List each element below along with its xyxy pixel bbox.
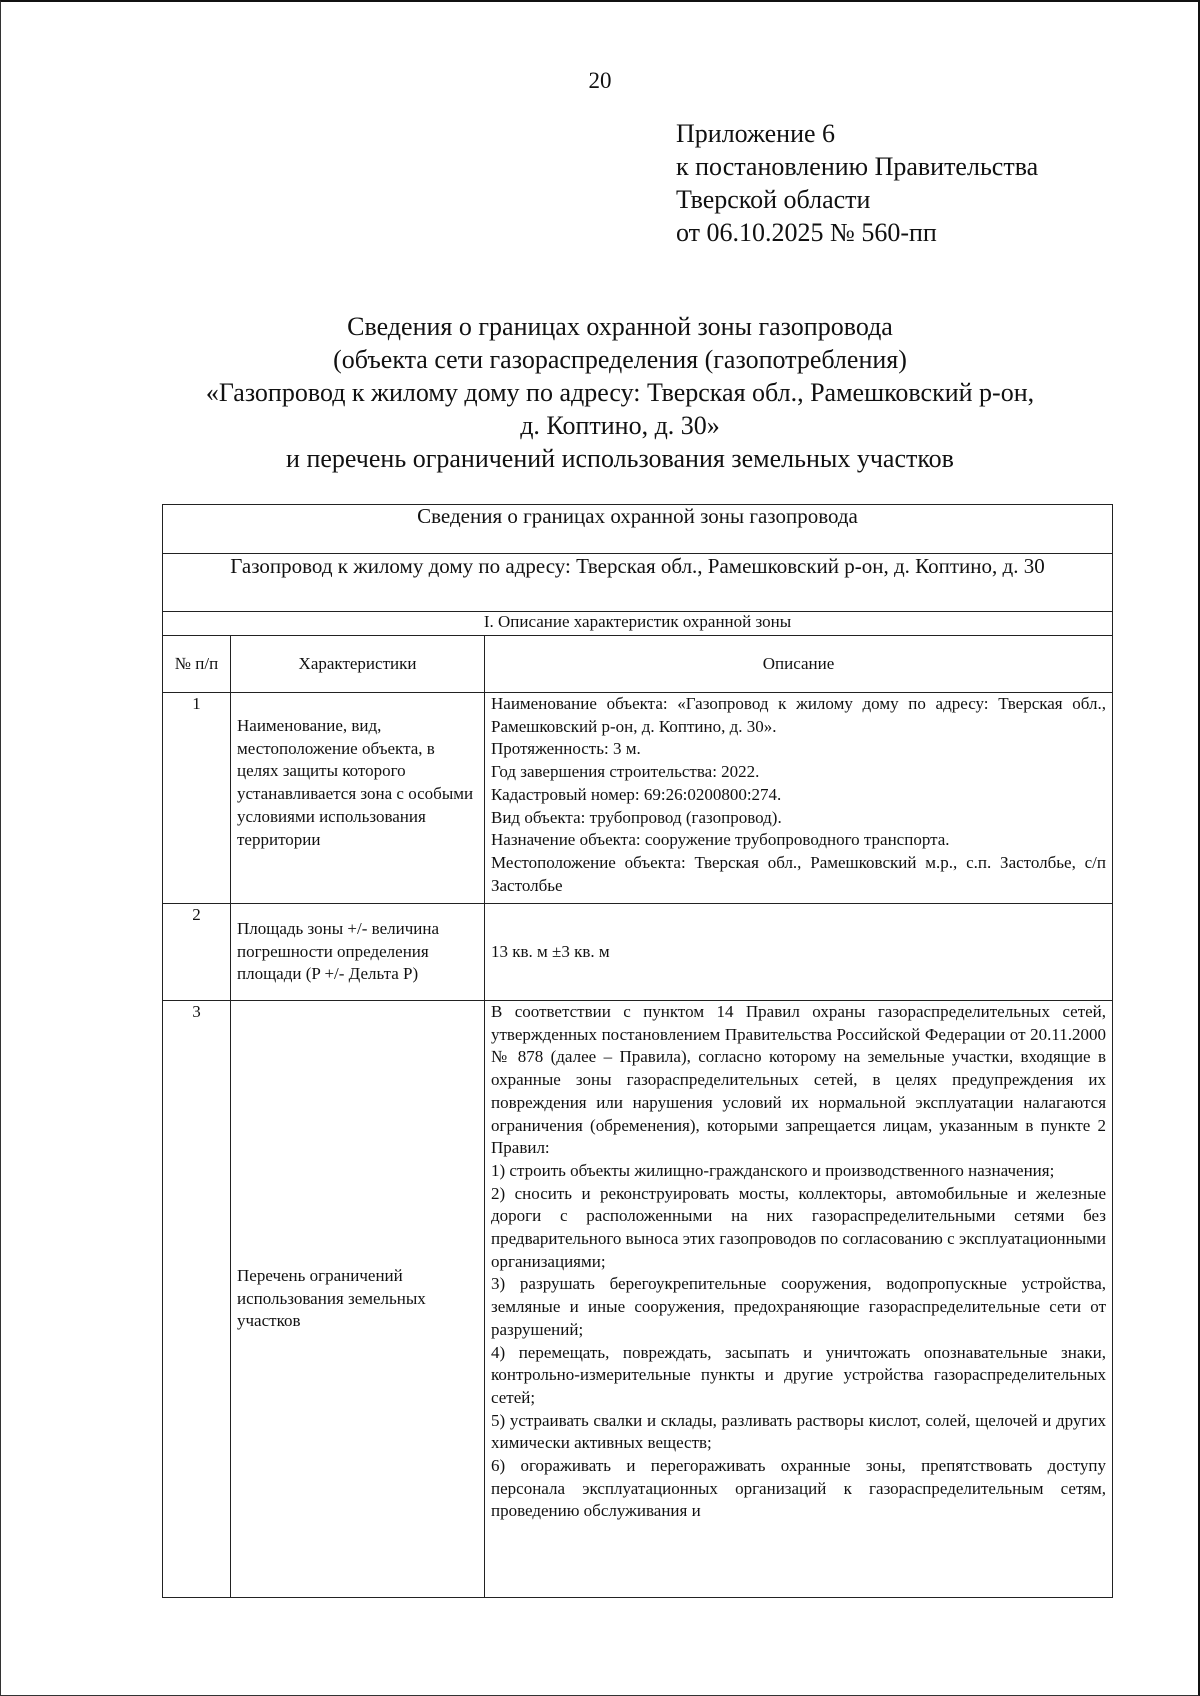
row-characteristic: Площадь зоны +/- величина погрешности определения площади (P +/- Дельта P) [231, 904, 485, 1001]
description-line: Местоположение объекта: Тверская обл., Рамешковский м.р., с.п. Застолбье, с/п Застолбье [491, 852, 1107, 895]
table-band-row [163, 554, 1113, 612]
zone-info-table [162, 504, 1113, 1598]
title-line: Сведения о границах охранной зоны газопровода [347, 312, 893, 341]
row-description [485, 1001, 1113, 1598]
title-line: и перечень ограничений использования земельных участков [286, 444, 954, 473]
header-description: Описание [485, 636, 1113, 693]
row-num: 1 [163, 693, 231, 904]
description-line: 3) разрушать берегоукрепительные сооружения, водопропускные устройства, земляные и иные сооружения, предохраняющие газораспределительные сети от разрушений; [491, 1274, 1107, 1339]
table-band-object: Газопровод к жилому дому по адресу: Тверская обл., Рамешковский р-он, д. Коптино, д. 30 [163, 554, 1113, 612]
table-band-section: I. Описание характеристик охранной зоны [163, 612, 1113, 636]
appendix-line: Тверской области [676, 185, 871, 214]
description-line: 6) огораживать и перегораживать охранные зоны, препятствовать доступу персонала эксплуатационных организаций к газораспределительным сетям, проведению обслуживания и [491, 1456, 1107, 1521]
table-header-row [163, 636, 1113, 693]
appendix-line: Приложение 6 [676, 119, 836, 148]
table-row [163, 1001, 1113, 1598]
header-characteristics: Характеристики [231, 636, 485, 693]
row-characteristic: Перечень ограничений использования земельных участков [231, 1001, 485, 1598]
description-line: Кадастровый номер: 69:26:0200800:274. [491, 784, 782, 804]
description-line: 13 кв. м ±3 кв. м [491, 941, 610, 961]
row-characteristic [231, 693, 485, 904]
table-band-row [163, 612, 1113, 636]
description-line: 1) строить объекты жилищно-гражданского и производственного назначения; [491, 1160, 1055, 1180]
row-num: 3 [163, 1001, 231, 1598]
title-line: (объекта сети газораспределения (газопотребления) [333, 345, 907, 374]
appendix-line: к постановлению Правительства [676, 152, 1039, 181]
characteristic-text: Наименование, вид, местоположение объекта, в целях защиты которого устанавливается зона с особыми условиями использования территории [237, 716, 474, 849]
document-title [120, 310, 1120, 475]
title-line: д. Коптино, д. 30» [520, 411, 720, 440]
table-band-title: Сведения о границах охранной зоны газопровода [163, 505, 1113, 554]
row-description [485, 693, 1113, 904]
description-line: Наименование объекта: «Газопровод к жилому дому по адресу: Тверская обл., Рамешковский р-он, д. Коптино, д. 30». [491, 694, 1107, 736]
table-row [163, 904, 1113, 1001]
title-line: «Газопровод к жилому дому по адресу: Тверская обл., Рамешковский р-он, [205, 378, 1035, 407]
table-row [163, 693, 1113, 904]
table-band-row [163, 505, 1113, 554]
description-line: 2) сносить и реконструировать мосты, коллекторы, автомобильные и железные дороги с расположенными на них газораспределительными сетями без предварительного выноса этих газопроводов по согласованию с эксплуатационными организациями; [491, 1183, 1107, 1271]
row-num: 2 [163, 904, 231, 1001]
description-line: 5) устраивать свалки и склады, разливать растворы кислот, солей, щелочей и других химически активных веществ; [491, 1410, 1107, 1453]
description-line: Назначение объекта: сооружение трубопроводного транспорта. [491, 830, 950, 850]
page-number: 20 [588, 68, 612, 93]
description-line: 4) перемещать, повреждать, засыпать и уничтожать опознавательные знаки, контрольно-измерительные пункты и другие устройства газораспределительных сетей; [491, 1342, 1107, 1407]
appendix-block [676, 117, 1038, 249]
row-description [485, 904, 1113, 1001]
header-num: № п/п [163, 636, 231, 693]
description-line: Протяженность: 3 м. [491, 739, 641, 759]
description-line: Год завершения строительства: 2022. [491, 762, 760, 782]
description-line: В соответствии с пунктом 14 Правил охраны газораспределительных сетей, утвержденных постановлением Правительства Российской Федерации от 20.11.2000 № 878 (далее – Правила), согласно которому на земельные участки, входящие в охранные зоны газораспределительных сетей, в целях предупреждения их повреждения или нарушения условий их нормальной эксплуатации налагаются ограничения (обременения), которыми запрещается лицам, указанным в пункте 2 Правил: [491, 1002, 1107, 1158]
description-line: Вид объекта: трубопровод (газопровод). [491, 807, 782, 827]
appendix-line: от 06.10.2025 № 560-пп [676, 218, 937, 247]
